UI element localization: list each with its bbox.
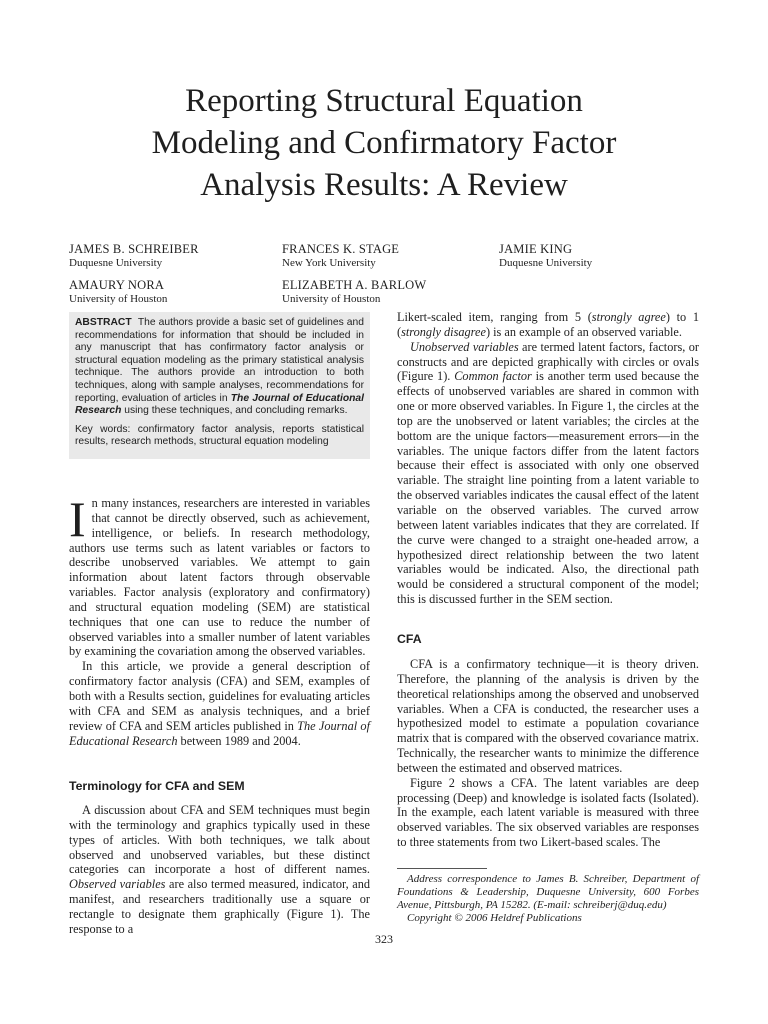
footnote-divider [397,868,487,869]
abstract-journal: The Journal of Educational Research [75,392,364,417]
footnote-address: Address correspondence to James B. Schreiber, Department of Foundations & Leadership, Duquesne University, 600 Forbes Avenue, Pittsburgh, PA 15282. (E-mail: schreiberj@duq.edu) [397,873,699,911]
abstract-box [69,312,370,459]
unobserved-paragraph: Unobserved variables are termed latent factors, factors, or constructs and are depicted graphically with circles or ovals (Figure 1). Common factor is another term used because the effects of unobserved variables are shared in common with one or more observed variables. In Figure 1, the circles at the top are the unobserved or latent variables; the circles at the bottom are the unique factors—measurement errors—in the variables. The unique factors differ from the latent factors because their effect is associated with only one observed variable. The straight line pointing from a latent variable to the observed variables indicates the causal effect of the latent variable on the observed variables. The curved arrow between latent variables indicates that they are correlated. If the curve were changed to a straight one-headed arrow, a hypothesized direct relationship between the two latent variables would be indicated. Also, the directional path would be considered a structural component of the model; this is discussed further in the SEM section. [397,339,699,607]
author-name: AMAURY NORA [69,278,165,292]
author-barlow [282,278,426,306]
article-title [60,80,708,206]
cfa-paragraph: CFA is a confirmatory technique—it is theory driven. Therefore, the planning of the analysis is driven by the theoretical relationships among the observed and unobserved variables. When a CFA is conducted, the researcher uses a hypothesized model to estimate a population covariance matrix that is compared with the observed covariance matrix. Technically, the researcher wants to minimize the difference between the estimated and observed matrices. [397,657,699,775]
abstract-text [75,317,364,418]
terminology-paragraph: A discussion about CFA and SEM techniques must begin with the terminology and graphics typically used in these types of articles. With both techniques, we talk about observed and unobserved variables, but these distinct categories can incorporate a host of different names. Observed variables are also termed measured, indicator, and manifest, and researchers traditionally use a square or rectangle to designate them graphically (Figure 1). The response to a [69,803,370,936]
abstract-keywords: Key words: confirmatory factor analysis, reports statistical results, research methods, structural equation modeling [75,423,364,448]
right-column [397,310,699,607]
term-common-factor: Common factor [454,369,532,384]
journal-name: The Journal of Educational Research [69,718,370,748]
title-line-2: Modeling and Confirmatory Factor [151,125,617,161]
left-column [69,491,370,748]
author-king [499,242,592,270]
footnote-copyright: Copyright © 2006 Heldref Publications [407,912,582,924]
figure2-paragraph: Figure 2 shows a CFA. The latent variables are deep processing (Deep) and knowledge is isolated facts (Isolated). In the example, each latent variable is measured with three observed variables. The six observed variables are responses to three statements from two Likert-based scales. The [397,775,699,850]
author-name: ELIZABETH A. BARLOW [282,278,427,292]
author-stage [282,242,399,270]
term-unobserved: Unobserved variables [410,339,519,354]
dropcap: I [69,491,86,547]
section-heading-cfa: CFA [397,632,422,646]
author-name: JAMIE KING [499,242,573,256]
abstract-body: The authors provide a basic set of guidelines and recommendations for information that should be included in any manuscript that has confirmatory factor analysis or structural equation modeling as the primary statistical analysis technique. The authors provide an introduction to both techniques, along with sample analyses, recommendations for reporting, evaluation of articles in [75,317,364,404]
page-number: 323 [375,932,393,946]
intro-paragraph: In many instances, researchers are interested in variables that cannot be directly observed, such as achievement, intelligence, or beliefs. In research methodology, authors use terms such as latent variables or factors to describe unobserved variables. We attempt to gain information about latent factors through observable variables. Factor analysis (exploratory and confirmatory) and structural equation modeling (SEM) are statistical techniques that one can use to reduce the number of observed variables into a smaller number of latent variables by examining the covariation among the observed variables. [69,491,370,659]
footnote [397,873,699,925]
title-line-1: Reporting Structural Equation [185,83,583,119]
author-affiliation: Duquesne University [69,257,163,269]
author-affiliation: Duquesne University [499,257,593,269]
author-affiliation: New York University [282,257,376,269]
section-heading-terminology: Terminology for CFA and SEM [69,779,245,793]
cfa-section [397,657,699,850]
title-line-3: Analysis Results: A Review [200,167,568,203]
author-name: FRANCES K. STAGE [282,242,400,256]
author-affiliation: University of Houston [69,293,168,305]
overview-paragraph: In this article, we provide a general description of confirmatory factor analysis (CFA) and SEM, examples of both with a Results section, guidelines for evaluating articles with CFA and SEM as analysis techniques, and a brief review of CFA and SEM articles published in The Journal of Educational Research between 1989 and 2004. [69,659,370,748]
likert-paragraph: Likert-scaled item, ranging from 5 (strongly agree) to 1 (strongly disagree) is an example of an observed variable. [397,310,699,339]
author-schreiber [69,242,199,270]
abstract-label: ABSTRACT [75,317,132,328]
author-name: JAMES B. SCHREIBER [69,242,199,256]
term-observed: Observed variables [69,877,166,892]
author-affiliation: University of Houston [282,293,381,305]
author-nora [69,278,167,306]
abstract-body-end: using these techniques, and concluding remarks. [121,405,348,417]
